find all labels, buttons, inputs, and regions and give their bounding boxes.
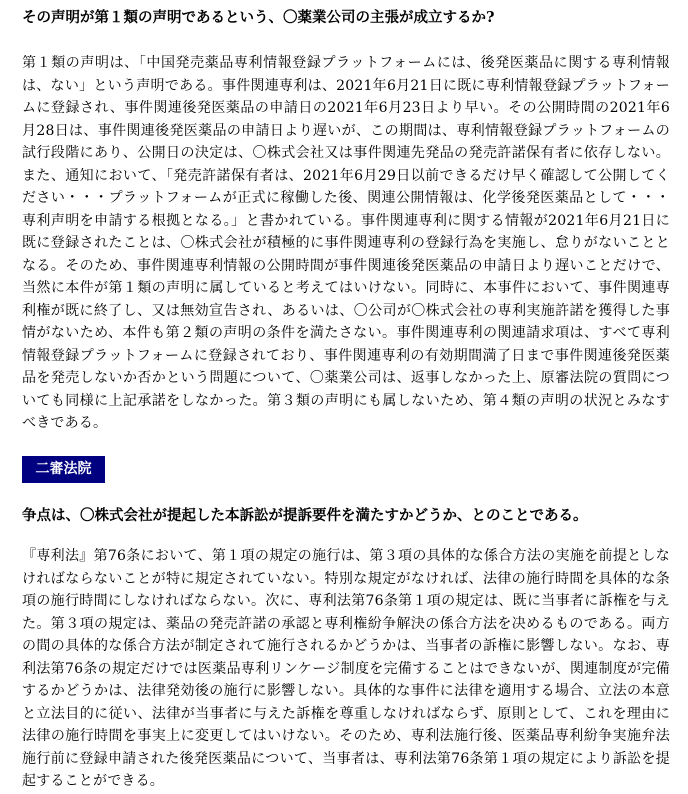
section-question-heading: その声明が第１類の声明であるという、〇薬業公司の主張が成立するか? xyxy=(22,9,495,26)
section-analysis-paragraph: 第１類の声明は、「中国発売薬品専利情報登録プラットフォームには、後発医薬品に関する専利情報は、ない」という声明である。事件関連専利は、2021年6月21日に既に専利情報登録プラットフォームに登録され、事件関連後発医薬品の申請日の2021年6月23日より早い。その公開時間の2021年6月28日は、事件関連後発医薬品の申請日より遅いが、この期間は、専利情報登録プラットフォームの試行段階にあり、公開日の決定は、〇株式会社又は事件関連先発品の発売許諾保有者に依存しない。また、通知において、「発売許諾保有者は、2021年6月29日以前できるだけ早く確認して公開してください・・・プラットフォームが正式に稼働した後、関連公開情報は、化学後発医薬品として・・・専利声明を申請する根拠となる。」と書かれている。事件関連専利に関する情報が2021年6月21日に既に登録されたことは、〇株式会社が積極的に事件関連専利の登録行為を実施し、怠りがないこととなる。そのため、事件関連専利情報の公開時間が事件関連後発医薬品の申請日より遅いことだけで、当然に本件が第１類の声明に属していると考えてはいけない。同時に、本事件において、事件関連専利権が既に終了し、又は無効宣告され、あるいは、〇公司が〇株式会社の専利実施許諾を獲得した事情がないため、本件も第２類の声明の条件を満たさない。事件関連専利の関連請求項は、すべて専利情報登録プラットフォームに登録されており、事件関連専利の有効期間満了日まで事件関連後発医薬品を発売しないか否かという問題について、〇薬業公司は、返事しなかった上、原審法院の質問についても同様に上記承諾をしなかった。第３類の声明にも属しないため、第４類の声明の状況とみなすべきである。 xyxy=(22,55,670,431)
court-reasoning-paragraph: 『専利法』第76条において、第１項の規定の施行は、第３項の具体的な係合方法の実施を前提としなければならないことが特に規定されていない。特別な規定がなければ、法律の施行時間を具体的な条項の施行時間にしなければならない。次に、専利法第76条第１項の規定は、既に当事者に訴権を与えた。第３項の規定は、薬品の発売許諾の承認と専利権紛争解決の係合方法を决めるものである。両方の間の具体的な係合方法が制定されて施行されるかどうかは、当事者の訴権に影響しない。なお、専利法第76条の規定だけでは医薬品専利リンケージ制度を完備することはできないが、関連制度が完備するかどうかは、法律発効後の施行に影響しない。具体的な事件に法律を適用する場合、立法の本意と立法目的に従い、法律が当事者に与えた訴権を尊重しなければならず、原則として、これを理由に法律の施行時間を事実上に変更してはいけない。そのため、専利法施行後、医薬品専利紛争実施弁法施行前に登録申請された後発医薬品について、当事者は、専利法第76条第１項の規定により訴訟を提起することができる。 xyxy=(22,548,670,789)
second-instance-court-badge: 二審法院 xyxy=(22,456,105,483)
issue-heading: 争点は、〇株式会社が提起した本訴訟が提訴要件を満たすかどうか、とのことである。 xyxy=(22,507,588,524)
